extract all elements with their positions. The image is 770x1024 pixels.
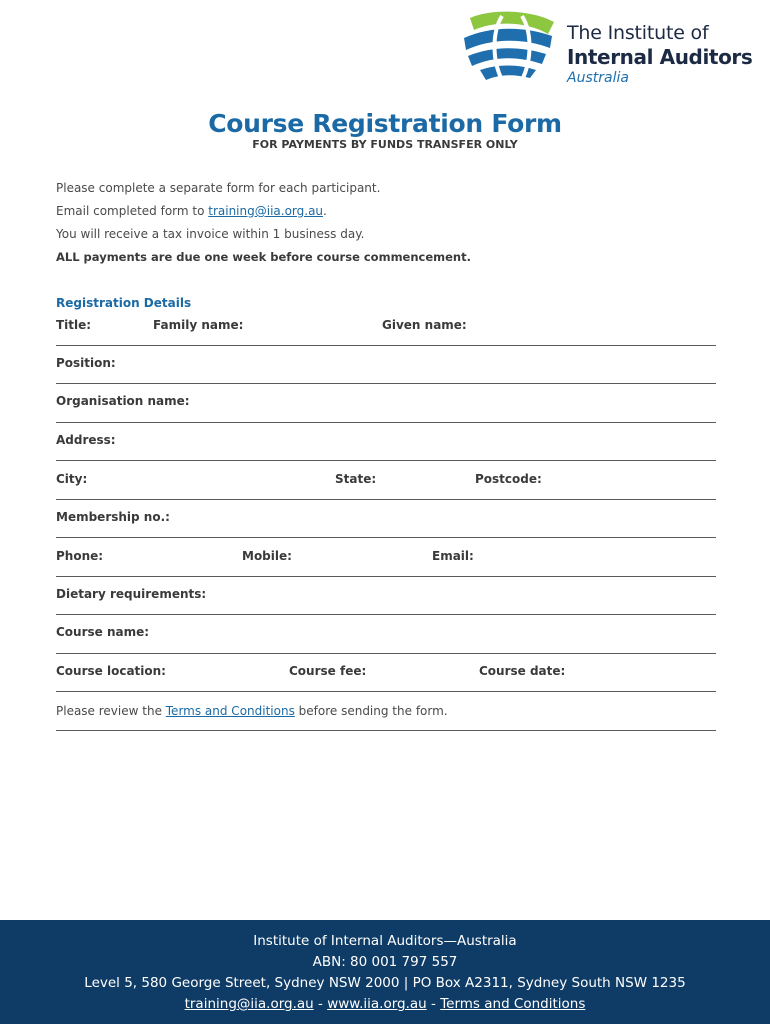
section-title: Registration Details xyxy=(56,296,192,310)
footer-separator: - xyxy=(426,996,441,1012)
terms-note-suffix: before sending the form. xyxy=(294,704,448,718)
address-field-label: Address: xyxy=(56,433,116,447)
phone-field-label: Phone: xyxy=(56,549,104,563)
form-row-divider xyxy=(56,383,716,384)
form-row-divider xyxy=(56,499,716,500)
training-email-link[interactable]: training@iia.org.au xyxy=(208,204,324,218)
form-row-divider xyxy=(56,537,716,538)
intro-line-1: Please complete a separate form for each participant. xyxy=(56,181,381,195)
terms-link[interactable]: Terms and Conditions xyxy=(165,704,295,718)
page-footer xyxy=(0,920,770,1024)
terms-note xyxy=(56,704,448,718)
logo-text-line1: The Institute of xyxy=(567,22,709,44)
course-date-field-label: Course date: xyxy=(479,664,566,678)
intro-line-4: ALL payments are due one week before course commencement. xyxy=(56,250,471,264)
course-name-field-label: Course name: xyxy=(56,625,150,639)
logo-text-line2: Internal Auditors xyxy=(567,45,753,69)
intro-line-2 xyxy=(56,204,327,218)
form-row-divider xyxy=(56,691,716,692)
course-location-field-label: Course location: xyxy=(56,664,166,678)
membership-field-label: Membership no.: xyxy=(56,510,170,524)
state-field-label: State: xyxy=(335,472,377,486)
page-subtitle: FOR PAYMENTS BY FUNDS TRANSFER ONLY xyxy=(252,138,518,151)
globe-swoosh-logo-icon xyxy=(462,8,558,84)
terms-note-prefix: Please review the xyxy=(56,704,166,718)
footer-abn: ABN: 80 001 797 557 xyxy=(312,954,458,970)
mobile-field-label: Mobile: xyxy=(242,549,292,563)
organisation-field-label: Organisation name: xyxy=(56,394,190,408)
title-field-label: Title: xyxy=(56,318,92,332)
email-field-label: Email: xyxy=(432,549,474,563)
intro-line-3: You will receive a tax invoice within 1 business day. xyxy=(56,227,365,241)
logo-text-line3: Australia xyxy=(567,70,629,86)
footer-address: Level 5, 580 George Street, Sydney NSW 2000 | PO Box A2311, Sydney South NSW 1235 xyxy=(84,975,686,991)
postcode-field-label: Postcode: xyxy=(475,472,542,486)
footer-website-link[interactable]: www.iia.org.au xyxy=(327,996,427,1012)
intro-line-2-prefix: Email completed form to xyxy=(56,204,209,218)
form-row-divider xyxy=(56,653,716,654)
form-row-divider xyxy=(56,460,716,461)
footer-terms-link[interactable]: Terms and Conditions xyxy=(440,996,586,1012)
footer-email-link[interactable]: training@iia.org.au xyxy=(184,996,314,1012)
footer-links xyxy=(0,996,770,1012)
form-row-divider xyxy=(56,730,716,731)
form-row-divider xyxy=(56,345,716,346)
given-name-field-label: Given name: xyxy=(382,318,467,332)
iia-logo xyxy=(462,8,762,88)
dietary-field-label: Dietary requirements: xyxy=(56,587,207,601)
footer-separator: - xyxy=(313,996,328,1012)
form-row-divider xyxy=(56,614,716,615)
city-field-label: City: xyxy=(56,472,88,486)
intro-line-2-suffix: . xyxy=(323,204,327,218)
page-title: Course Registration Form xyxy=(208,109,562,138)
position-field-label: Position: xyxy=(56,356,116,370)
footer-org-name: Institute of Internal Auditors—Australia xyxy=(253,933,517,949)
form-row-divider xyxy=(56,422,716,423)
family-name-field-label: Family name: xyxy=(153,318,244,332)
course-fee-field-label: Course fee: xyxy=(289,664,367,678)
form-row-divider xyxy=(56,576,716,577)
